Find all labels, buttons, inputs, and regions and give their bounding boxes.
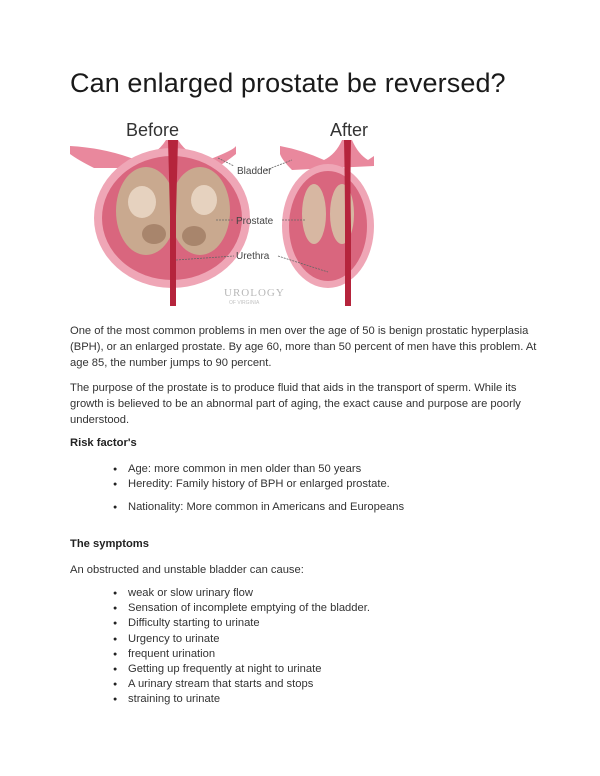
purpose-paragraph: The purpose of the prostate is to produce fluid that aids in the transport of sperm. While its growth is believed to be an abnormal part of aging, the exact cause and purpose are poorly understood. xyxy=(70,382,521,426)
intro-paragraph: One of the most common problems in men over the age of 50 is benign prostatic hyperplasia (BPH), or an enlarged prostate. By age 60, more than 50 percent of men have this problem. At age 85, the number jumps to 90 percent. xyxy=(70,325,537,369)
before-gland-texture-a xyxy=(128,186,156,218)
prostate-label: Prostate xyxy=(236,216,274,227)
symptoms-intro: An obstructed and unstable bladder can cause: xyxy=(70,564,304,576)
watermark-subtitle: OF VIRGINIA xyxy=(229,300,260,306)
list-item: ● Nationality: More common in Americans and Europeans xyxy=(0,500,404,515)
list-item: ● frequent urination xyxy=(0,647,370,662)
list-item: ● Age: more common in men older than 50 years xyxy=(0,462,404,477)
after-label: After xyxy=(330,120,369,140)
after-gland-left xyxy=(302,184,326,244)
list-item: ● Difficulty starting to urinate xyxy=(0,616,370,631)
risk-factors-list xyxy=(0,462,404,516)
after-urethra xyxy=(344,140,351,306)
symptoms-list xyxy=(0,586,370,708)
urethra-label: Urethra xyxy=(236,251,270,262)
bladder-label: Bladder xyxy=(237,166,272,177)
risk-factors-heading: Risk factor's xyxy=(70,437,137,449)
list-item: ● Getting up frequently at night to urinate xyxy=(0,662,370,677)
list-item: ● Heredity: Family history of BPH or enlarged prostate. xyxy=(0,477,404,492)
before-gland-texture-c xyxy=(142,224,166,244)
list-item: ● Sensation of incomplete emptying of the bladder. xyxy=(0,601,370,616)
after-prostate-tissue xyxy=(289,171,367,281)
symptoms-heading: The symptoms xyxy=(70,538,149,550)
list-item: ● A urinary stream that starts and stops xyxy=(0,677,370,692)
list-item: ● straining to urinate xyxy=(0,692,370,707)
before-gland-texture-d xyxy=(182,226,206,246)
before-gland-texture-b xyxy=(191,185,217,215)
prostate-before-after-illustration xyxy=(66,116,376,306)
watermark-logo: UROLOGY xyxy=(224,287,285,299)
before-label: Before xyxy=(126,120,180,140)
list-item: ● weak or slow urinary flow xyxy=(0,586,370,601)
list-item: ● Urgency to urinate xyxy=(0,632,370,647)
page-title: Can enlarged prostate be reversed? xyxy=(70,68,506,98)
